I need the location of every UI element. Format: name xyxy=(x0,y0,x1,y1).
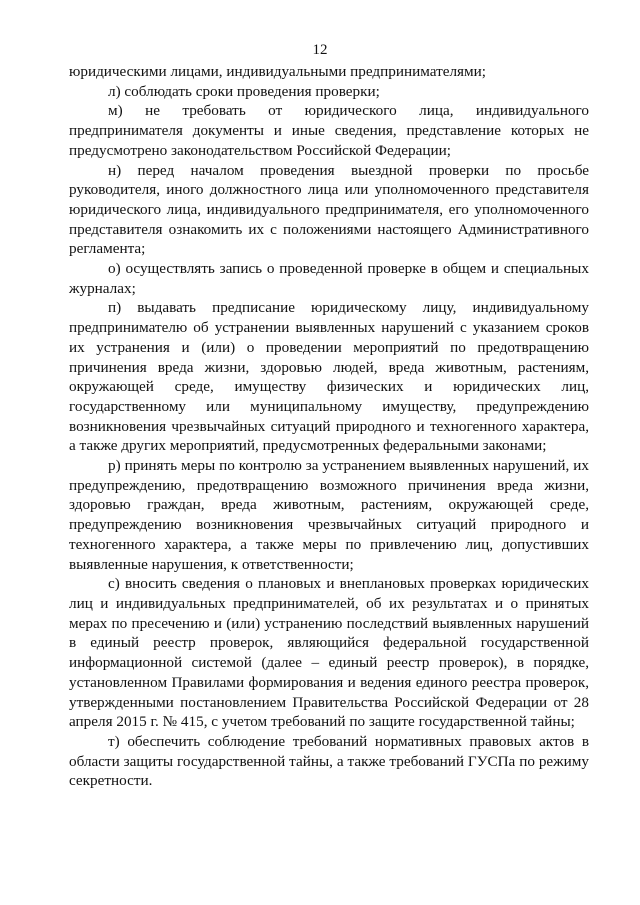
paragraph-item-n: н) перед началом проведения выездной проверки по просьбе руководителя, иного должностного лица или уполномоченного представителя юридического лица, индивидуального предпринимателя, его уполномоченного представителя ознакомить их с положениями настоящего Административного регламента; xyxy=(69,161,589,258)
paragraph-item-l: л) соблюдать сроки проведения проверки; xyxy=(108,82,380,100)
paragraph-item-m: м) не требовать от юридического лица, индивидуального предпринимателя документы и иные сведения, представление которых не предусмотрено законодательством Российской Федерации; xyxy=(69,102,589,159)
paragraph-item-o: о) осуществлять запись о проведенной проверке в общем и специальных журналах; xyxy=(69,260,589,297)
document-body xyxy=(69,62,589,791)
paragraph-item-t: т) обеспечить соблюдение требований нормативных правовых актов в области защиты государственной тайны, а также требований ГУСПа по режиму секретности. xyxy=(69,732,589,790)
paragraph-item-r: р) принять меры по контролю за устранением выявленных нарушений, их предупреждению, предотвращению возможного причинения вреда жизни, здоровью граждан, вреда животным, растениям, окружающей среде, предупреждению возникновения чрезвычайных ситуаций природного и техногенного характера, а также меры по привлечению лиц, допустивших выявленные нарушения, к ответственности; xyxy=(69,457,589,573)
page-number: 12 xyxy=(312,42,328,58)
paragraph-item-s: с) вносить сведения о плановых и внеплановых проверках юридических лиц и индивидуальных предпринимателей, об их результатах и о принятых мерах по пресечению и (или) устранению последствий выявленных нарушений в единый реестр проверок, являющийся федеральной государственной информационной системой (далее – единый реестр проверок), в порядке, установленном Правилами формирования и ведения единого реестра проверок, утвержденными постановлением Правительства Российской Федерации от 28 апреля 2015 г. № 415, с учетом требований по защите государственной тайны; xyxy=(69,575,589,731)
paragraph-continuation: юридическими лицами, индивидуальными предпринимателями; xyxy=(69,63,486,80)
paragraph-item-p: п) выдавать предписание юридическому лицу, индивидуальному предпринимателю об устранении выявленных нарушений с указанием сроков их устранения и (или) о проведении мероприятий по предотвращению причинения вреда жизни, здоровью людей, вреда животным, растениям, окружающей среде, имуществу физических и юридических лиц, государственному или муниципальному имуществу, предупреждению возникновения чрезвычайных ситуаций природного и техногенного характера, а также других мероприятий, предусмотренных федеральными законами; xyxy=(69,299,589,455)
